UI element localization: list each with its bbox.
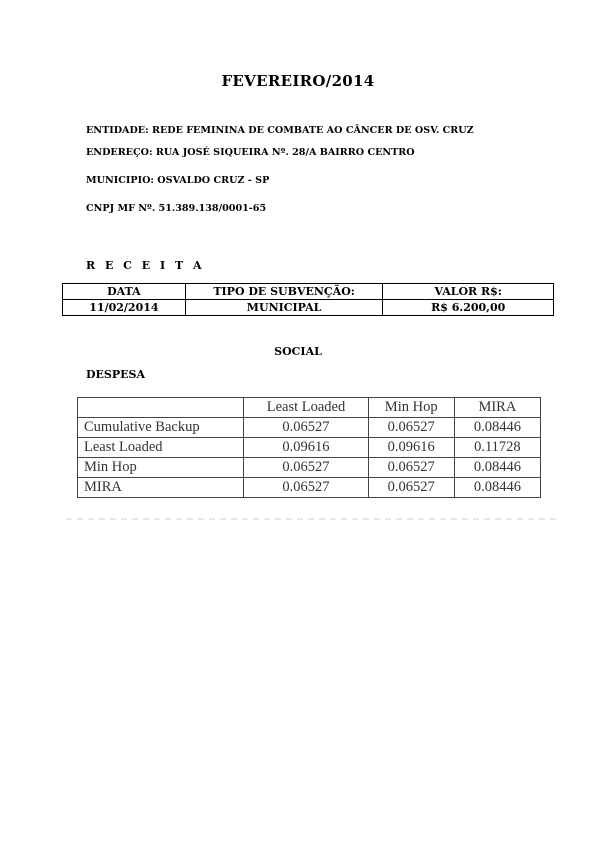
cell-value: 0.06527 — [368, 418, 454, 438]
row-label: MIRA — [78, 478, 244, 498]
col-data-header: DATA — [63, 284, 186, 300]
cell-value: 0.08446 — [454, 478, 540, 498]
despesa-header-row — [78, 398, 541, 418]
row-label: Least Loaded — [78, 438, 244, 458]
receita-table — [62, 283, 554, 316]
receita-heading: R E C E I T A — [86, 259, 205, 272]
cell-value: 0.06527 — [244, 478, 368, 498]
cell-value: 0.08446 — [454, 458, 540, 478]
receita-date: 11/02/2014 — [63, 300, 186, 316]
col-mira-header: MIRA — [454, 398, 540, 418]
cnpj-line: CNPJ MF Nº. 51.389.138/0001-65 — [86, 203, 267, 214]
row-label: Cumulative Backup — [78, 418, 244, 438]
page-title: FEVEREIRO/2014 — [221, 72, 375, 90]
scan-artifact-divider — [66, 518, 556, 520]
cell-value: 0.06527 — [368, 458, 454, 478]
cell-value: 0.09616 — [244, 438, 368, 458]
social-label: SOCIAL — [274, 345, 322, 358]
despesa-table — [77, 397, 541, 498]
col-min-hop-header: Min Hop — [368, 398, 454, 418]
receita-header-row — [63, 284, 554, 300]
cell-value: 0.11728 — [454, 438, 540, 458]
cell-value: 0.06527 — [244, 458, 368, 478]
despesa-heading: DESPESA — [86, 368, 146, 381]
col-valor-header: VALOR R$: — [383, 284, 554, 300]
cell-value: 0.06527 — [244, 418, 368, 438]
col-least-loaded-header: Least Loaded — [244, 398, 368, 418]
endereco-line: ENDEREÇO: RUA JOSÉ SIQUEIRA Nº. 28/A BAIRRO CENTRO — [86, 147, 415, 158]
cell-value: 0.06527 — [368, 478, 454, 498]
col-tipo-header: TIPO DE SUBVENÇÃO: — [185, 284, 383, 300]
table-row — [78, 418, 541, 438]
receita-value: R$ 6.200,00 — [383, 300, 554, 316]
cell-value: 0.09616 — [368, 438, 454, 458]
receita-type: MUNICIPAL — [185, 300, 383, 316]
despesa-corner-cell — [78, 398, 244, 418]
cell-value: 0.08446 — [454, 418, 540, 438]
table-row — [78, 478, 541, 498]
entidade-line: ENTIDADE: REDE FEMININA DE COMBATE AO CÂNCER DE OSV. CRUZ — [86, 125, 474, 136]
receita-row — [63, 300, 554, 316]
table-row — [78, 438, 541, 458]
row-label: Min Hop — [78, 458, 244, 478]
municipio-line: MUNICIPIO: OSVALDO CRUZ - SP — [86, 175, 270, 186]
table-row — [78, 458, 541, 478]
